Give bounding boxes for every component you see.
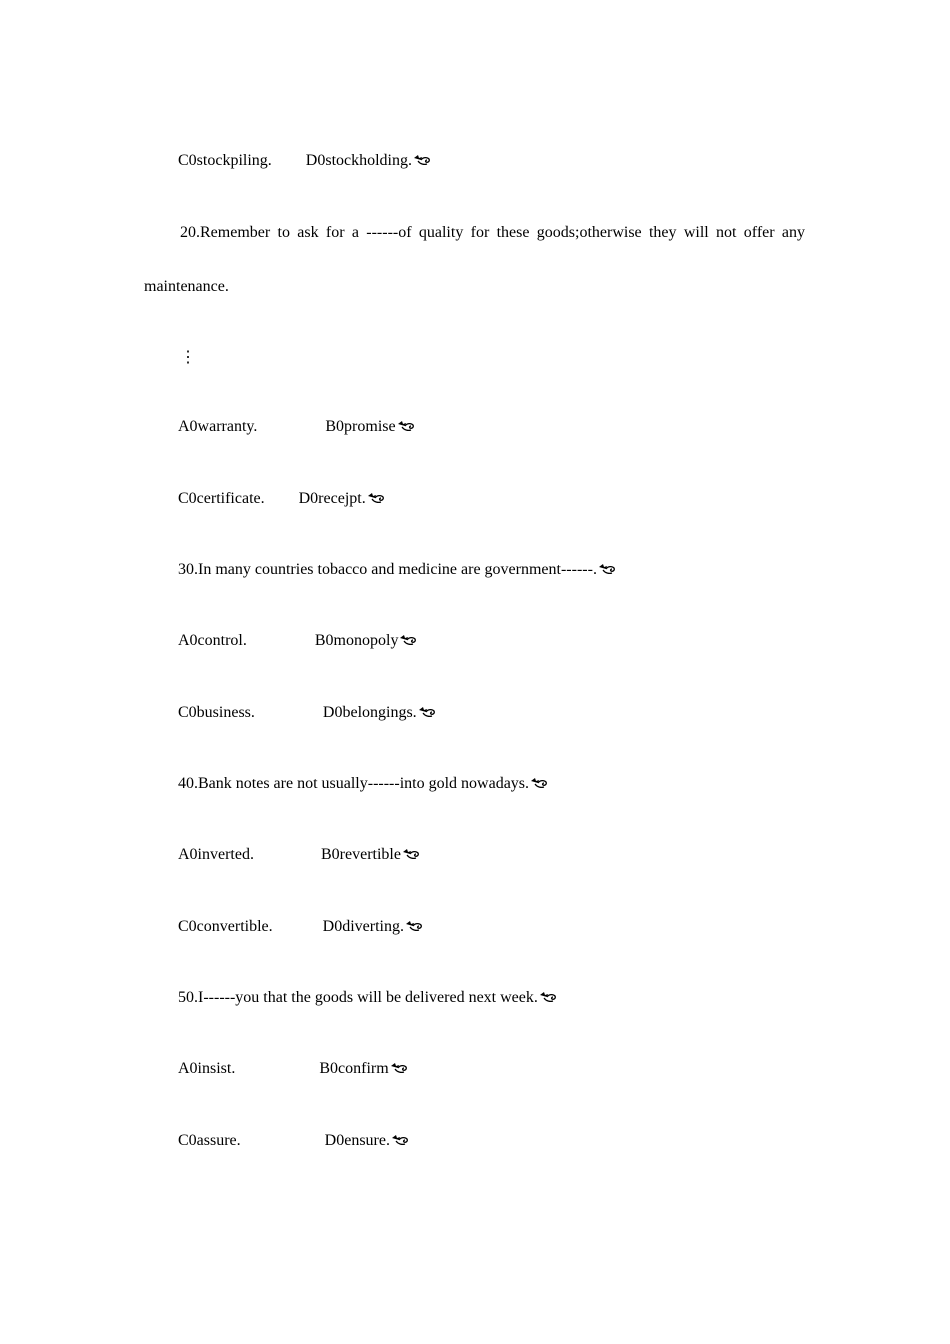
option-b: B0revertible (320, 846, 401, 863)
option-a: A0control. (178, 632, 247, 649)
question-50-stem: 50.I------you that the goods will be delivered next week. (178, 988, 557, 1008)
option-d: D0ensure. (324, 1132, 390, 1149)
paragraph-return-icon (397, 420, 415, 432)
paragraph-return-icon (391, 1134, 409, 1146)
option-c: C0assure. (178, 1132, 241, 1149)
paragraph-return-icon (413, 154, 431, 166)
option-row-cd (178, 151, 431, 171)
question-30-stem: 30.In many countries tobacco and medicine are government------. (178, 560, 616, 580)
question-20-line-2: maintenance. (144, 278, 229, 295)
paragraph-return-icon (367, 492, 385, 504)
option-c: C0stockpiling. (178, 152, 272, 169)
option-row-cd (178, 489, 385, 509)
paragraph-return-icon (399, 634, 417, 646)
option-a: A0inverted. (178, 846, 254, 863)
paragraph-return-icon (402, 848, 420, 860)
option-b: B0promise (325, 418, 396, 435)
question-20-line-1: 20.Remember to ask for a ------of quality for these goods;otherwise they will not offer any (180, 224, 805, 241)
option-b: B0confirm (319, 1060, 389, 1077)
question-40-stem: 40.Bank notes are not usually------into gold nowadays. (178, 774, 548, 794)
option-c: C0business. (178, 704, 255, 721)
paragraph-return-icon (418, 706, 436, 718)
option-c: C0convertible. (178, 918, 273, 935)
option-row-cd (178, 917, 423, 937)
paragraph-return-icon (530, 777, 548, 789)
paragraph-return-icon (405, 920, 423, 932)
option-row-cd (178, 1131, 409, 1151)
option-d: D0diverting. (322, 918, 404, 935)
option-c: C0certificate. (178, 490, 265, 507)
option-d: D0stockholding. (305, 152, 412, 169)
option-b: B0monopoly (314, 632, 399, 649)
option-row-ab (178, 845, 420, 865)
option-a: A0warranty. (178, 418, 258, 435)
option-row-ab (178, 631, 417, 651)
option-d: D0recejpt. (298, 490, 366, 507)
option-row-ab (178, 1059, 408, 1079)
option-a: A0insist. (178, 1060, 236, 1077)
paragraph-return-icon (390, 1062, 408, 1074)
paragraph-return-icon (598, 563, 616, 575)
paragraph-return-icon (539, 991, 557, 1003)
option-d: D0belongings. (322, 704, 417, 721)
option-row-cd (178, 703, 436, 723)
vertical-ellipsis: ⋮ (180, 349, 196, 366)
option-row-ab (178, 417, 415, 437)
